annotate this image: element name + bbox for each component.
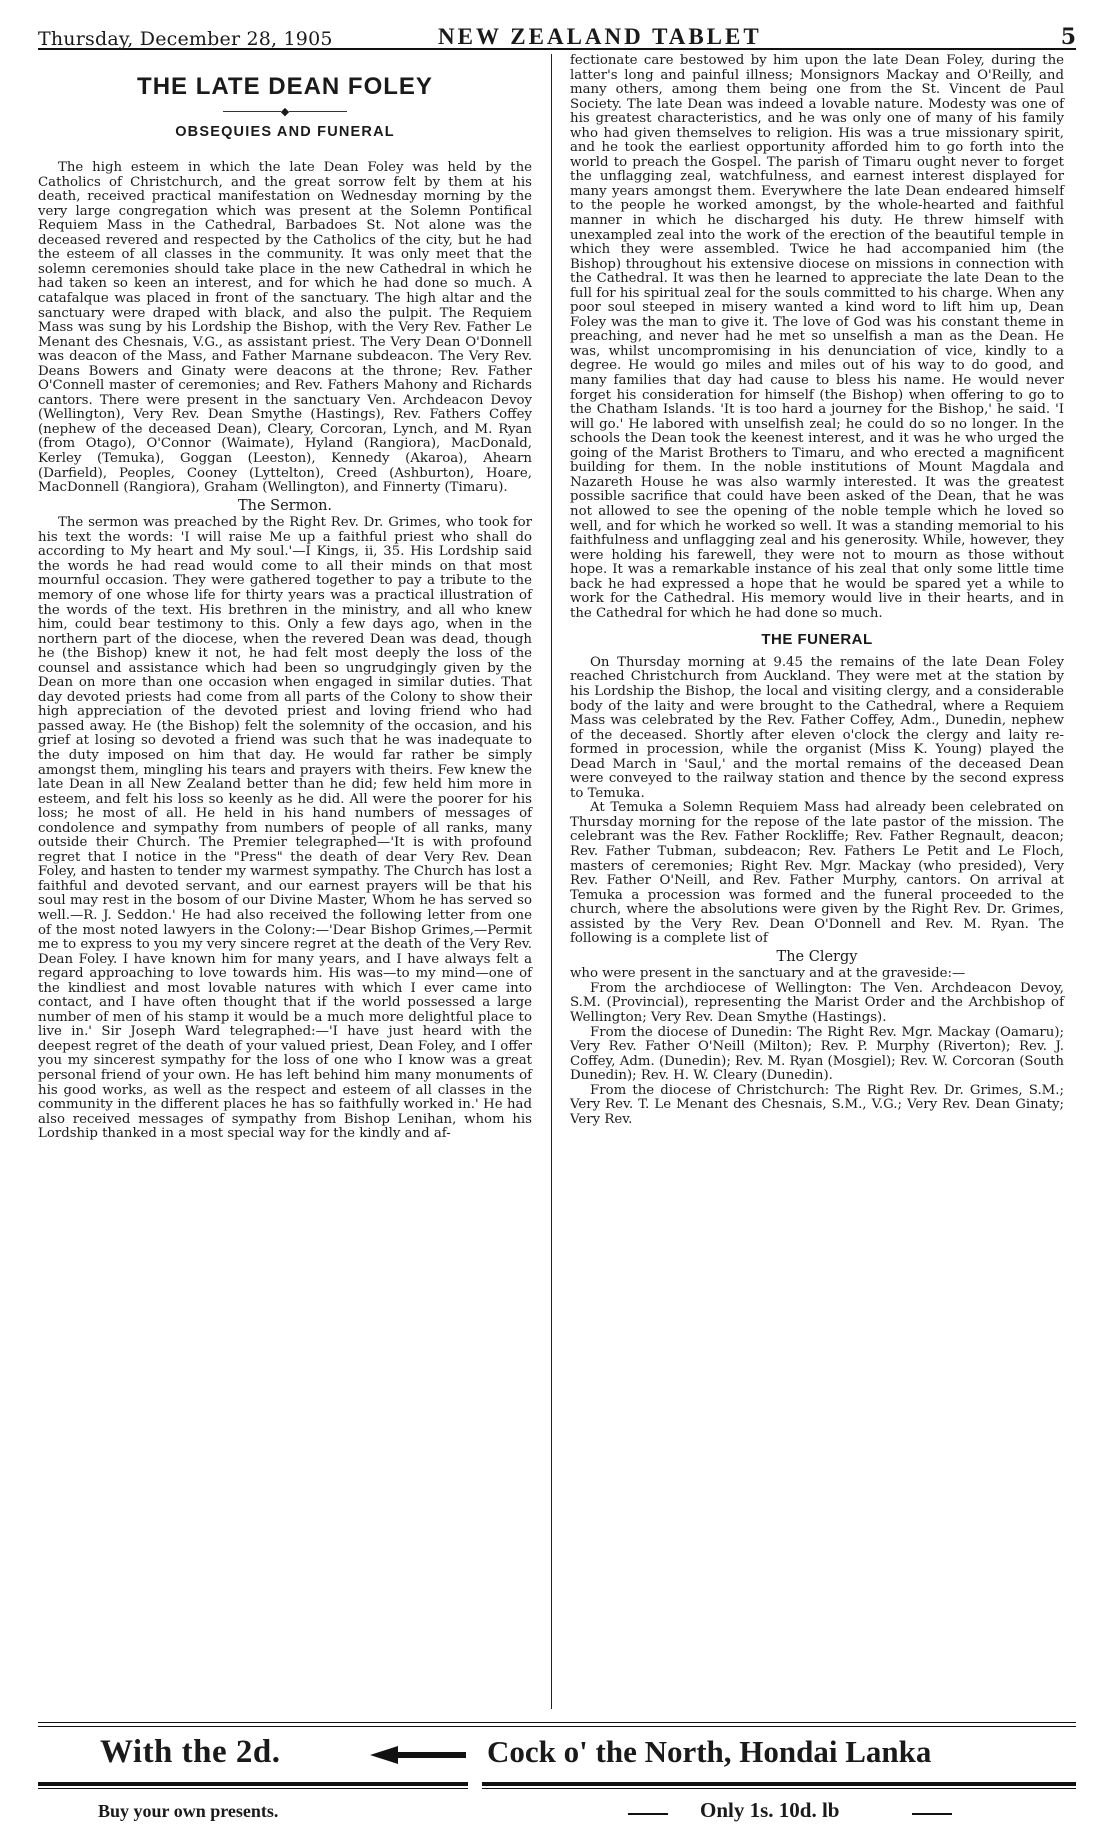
price-dash-left — [628, 1813, 668, 1815]
pointing-hand-icon — [368, 1744, 468, 1766]
advert-left-subtitle: Buy your own presents. — [98, 1801, 279, 1821]
advert-top-rule — [38, 1722, 1076, 1727]
newspaper-title: NEW ZEALAND TABLET — [438, 24, 762, 49]
diamond-ornament-icon: ◆ — [280, 104, 290, 118]
advert-left-title: With the 2d. — [100, 1734, 281, 1770]
paragraph-funeral-christchurch: On Thursday morning at 9.45 the remains of the late Dean Foley reached Christchurch from Auckland. They were met at the station by his Lordship the Bishop, the local and visiting clergy, and a considerable body of the laity and were brought to the Cathedral, where a Requiem Mass was celebrated by the Rev. Father Coffey, Adm., Dunedin, nephew of the deceased. Shortly after eleven o'clock the clergy and laity re-formed in procession, while the organist (Miss K. Young) played the Dead March in 'Saul,' and the mortal remains of the deceased Dean were conveyed to the railway station and thence by the second express to Temuka. — [570, 654, 1064, 801]
advert-right-rule-thin — [482, 1788, 1076, 1789]
paragraph-clergy-intro: who were present in the sanctuary and at the graveside:— — [570, 966, 966, 982]
issue-date: Thursday, December 28, 1905 — [38, 28, 333, 50]
title-ornament — [38, 105, 532, 119]
paragraph-funeral-temuka: At Temuka a Solemn Requiem Mass had already been celebrated on Thursday morning for the repose of the late pastor of the mission. The celebrant was the Rev. Father Rockliffe; Rev. Father Regnault, deacon; Rev. Father Tubman, subdeacon; Rev. Fathers Le Petit and Le Floch, masters of ceremonies; Right Rev. Mgr. Mackay (who presided), Very Rev. Father O'Neill, and Rev. Father Murphy, cantors. On arrival at Temuka a procession was formed and the funeral proceeded to the church, where the absolutions were given by the Right Rev. Dr. Grimes, assisted by the Very Rev. Dean O'Donnell and Rev. M. Ryan. The following is a complete list of — [570, 800, 1064, 947]
advert-right-title: Cock o' the North, Hondai Lanka — [487, 1734, 932, 1769]
column-divider — [551, 54, 552, 1709]
paragraph-sermon-continued: fectionate care bestowed by him upon the late Dean Foley, during the latter's long and painful illness; Monsignors Mackay and O'Reilly, and many others, among them being one from the St. Vincent de Paul Society. The late Dean was indeed a lovable nature. Modesty was one of his greatest characteristics, and he was only one of many of his family who had given themselves to religion. His was a true missionary spirit, and he took the earliest opportunity afforded him to go forth into the world to preach the Gospel. The parish of Timaru ought never to forget the unflagging zeal, watchfulness, and earnest interest displayed for many years amongst them. Everywhere the late Dean endeared himself to the people he worked amongst, by the whole-hearted and faithful manner in which he discharged his duty. He threw himself with unexampled zeal into the work of the erection of the beautiful temple in which they were assembled. Twice he had accompanied him (the Bishop) throughout his extensive diocese on missions in connection with the Cathedral. It was then he learned to appreciate the late Dean to the full for his spiritual zeal for the souls committed to his charge. When any poor soul steeped in misery wanted a kind word to lift him up, Dean Foley was the man to give it. The love of God was his constant theme in preaching, and never had he met so unselfish a man as the Dean. He was, whilst uncompromising in his denunciation of vice, kindly to a degree. He would go miles and miles out of his way to do good, and many families that day had cause to bless his name. He would never forget his consideration for himself (the Bishop) when offering to go to the Chatham Islands. 'It is too hard a journey for the Bishop,' he said. 'I will go.' He labored with unselfish zeal; he could do so no longer. In the schools the Dean took the keenest interest, and it was he who urged the going of the Marist Brothers to Timaru, and who erected a magnificent building for them. In the noble institutions of Mount Magdala and Nazareth House he was also warmly interested. It was the greatest possible sacrifice that could have been asked of the Dean, that he was not allowed to see the opening of the noble temple which he loved so well, and for which he worked so well. It was a standing memorial to his faithfulness and unflagging zeal and his generosity. While, however, they were holding his farewell, they were not to mourn as those without hope. It was a remarkable instance of his zeal that only some little time back he had expressed a hope that he would be spared yet a while to work for the Cathedral. His memory would live in their hearts, and in the Cathedral for which he had done so much. — [570, 53, 1064, 621]
article-subtitle: OBSEQUIES AND FUNERAL — [175, 123, 395, 140]
masthead — [38, 26, 1076, 50]
advert-left-rule — [38, 1782, 468, 1786]
page-number: 5 — [1060, 24, 1076, 50]
funeral-heading: THE FUNERAL — [761, 631, 873, 649]
paragraph-clergy-wellington: From the archdiocese of Wellington: The Ven. Archdeacon Devoy, S.M. (Provincial), representing the Marist Order and the Archbishop of Wellington; Very Rev. Dean Smythe (Hastings). — [570, 980, 1064, 1025]
paragraph-clergy-christchurch: From the diocese of Christchurch: The Right Rev. Dr. Grimes, S.M.; Very Rev. T. Le Menant des Chesnais, S.M., V.G.; Very Rev. Dean Ginaty; Very Rev. — [570, 1082, 1064, 1127]
advert-right-rule — [482, 1782, 1076, 1786]
sermon-heading: The Sermon. — [237, 497, 333, 514]
advert-left-rule-thin — [38, 1788, 468, 1789]
paragraph-obsequies: The high esteem in which the late Dean Foley was held by the Catholics of Christchurch, and the great sorrow felt by them at his death, received practical manifestation on Wednesday morning by the very large congregation which was present at the Solemn Pontifical Requiem Mass in the Cathedral, Barbadoes St. Not alone was the deceased revered and respected by the Catholics of the city, but he had the esteem of all classes in the community. It was only meet that the solemn ceremonies should take place in the new Cathedral in which he had taken so keen an interest, and for which he had done so much. A catafalque was placed in front of the sanctuary. The high altar and the sanctuary were draped with black, and also the pulpit. The Requiem Mass was sung by his Lordship the Bishop, with the Very Rev. Father Le Menant des Chesnais, V.G., as assistant priest. The Very Dean O'Donnell was deacon of the Mass, and Father Marnane subdeacon. The Very Rev. Deans Bowers and Ginaty were deacons at the throne; Rev. Father O'Connell master of ceremonies; and Rev. Fathers Mahony and Richards cantors. There were present in the sanctuary Ven. Archdeacon Devoy (Wellington), Very Rev. Dean Smythe (Hastings), Rev. Fathers Coffey (nephew of the deceased Dean), Cleary, Corcoran, Lynch, and M. Ryan (from Otago), O'Connor (Waimate), Hyland (Rangiora), MacDonald, Kerley (Temuka), Goggan (Leeston), Kennedy (Akaroa), Ahearn (Darfield), Peoples, Cooney (Lyttelton), Creed (Ashburton), Hoare, MacDonnell (Rangiora), Graham (Wellington), and Finnerty (Timaru). — [38, 160, 532, 496]
article-title: THE LATE DEAN FOLEY — [137, 73, 433, 100]
clergy-heading: The Clergy — [776, 948, 858, 965]
column-right — [570, 54, 1064, 1127]
price-dash-right — [912, 1813, 952, 1815]
column-left — [38, 54, 532, 1142]
paragraph-sermon: The sermon was preached by the Right Rev. Dr. Grimes, who took for his text the words: 'I will raise Me up a faithful priest who shall do according to My heart and My soul.'—I Kings, ii, 35. His Lordship said the words he had read would come to all their minds on that most mournful occasion. They were gathered together to pay a tribute to the memory of one whose life for thirty years was a practical illustration of the words of the text. His brethren in the ministry, and all who knew him, could bear testimony to this. Only a few days ago, when in the northern part of the diocese, when the revered Dean was dead, though he (the Bishop) knew it not, he had felt most deeply the loss of the counsel and assistance which had been so ungrudgingly given by the Dean on more than one occasion when engaged in similar duties. That day devoted priests had come from all parts of the Colony to show their high appreciation of the devoted priest and loving friend who had passed away. He (the Bishop) felt the solemnity of the occasion, and his grief at losing so devoted a friend was such that he was inadequate to the duty imposed on him that day. He would far rather be simply amongst them, mingling his tears and prayers with theirs. Few knew the late Dean in all New Zealand better than he did; few held him more in esteem, and felt his loss so keenly as he did. All were the poorer for his loss; he most of all. He held in his hand numbers of messages of condolence and sympathy from numbers of people of all ranks, many outside their Church. The Premier telegraphed—'It is with profound regret that I notice in the "Press" the death of dear Very Rev. Dean Foley, and hasten to tender my warmest sympathy. The Church has lost a faithful and devoted servant, and our earnest prayers will be that his soul may rest in the bosom of our Divine Master, Whom he has served so well.—R. J. Seddon.' He had also received the following letter from one of the most noted lawyers in the Colony:—'Dear Bishop Grimes,—Permit me to express to you my very sincere regret at the death of the Very Rev. Dean Foley. I have known him for many years, and I have always felt a regard approaching to love towards him. His was—to my mind—one of the kindliest and most lovable natures with which I ever came into contact, and I have often thought that if the world possessed a large number of men of his stamp it would be a much more delightful place to live in.' Sir Joseph Ward telegraphed:—'I have just heard with the deepest regret of the death of your valued priest, Dean Foley, and I offer you my sincerest sympathy for the loss of one who I know was a great personal friend of your own. He has left behind him many monuments of his good works, as well as the respect and esteem of all classes in the community in the different places he has so faithfully worked in.' He had also received messages of sympathy from Bishop Lenihan, whom his Lordship thanked in a most special way for the kindly and af- — [38, 515, 532, 1142]
paragraph-clergy-dunedin: From the diocese of Dunedin: The Right Rev. Mgr. Mackay (Oamaru); Very Rev. Father O'Neill (Milton); Rev. P. Murphy (Riverton); Rev. J. Coffey, Adm. (Dunedin); Rev. M. Ryan (Mosgiel); Rev. W. Corcoran (South Dunedin); Rev. H. W. Cleary (Dunedin). — [570, 1024, 1064, 1084]
advert-right-price: Only 1s. 10d. lb — [700, 1798, 840, 1822]
